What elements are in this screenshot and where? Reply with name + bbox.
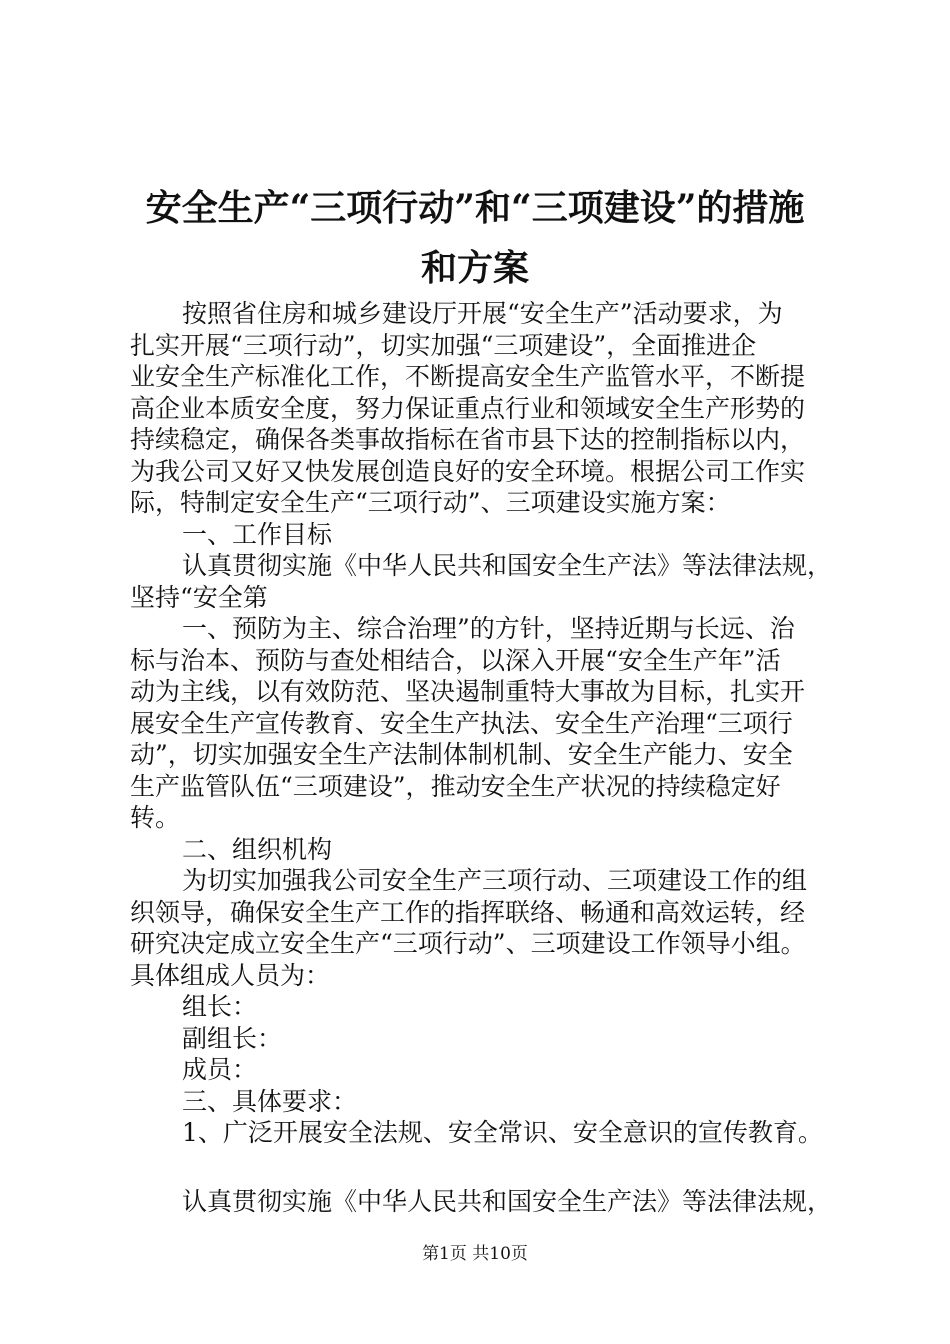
members-line: 成员： xyxy=(182,1055,258,1084)
body-line: 际，特制定安全生产“三项行动”、三项建设实施方案： xyxy=(130,488,731,517)
group-leader-line: 组长： xyxy=(182,992,258,1021)
deputy-leader-line: 副组长： xyxy=(182,1023,283,1053)
body-line: 动为主线，以有效防范、坚决遏制重特大事故为目标，扎实开 xyxy=(130,677,806,706)
body-line: 按照省住房和城乡建设厅开展“安全生产”活动要求，为 xyxy=(182,299,783,328)
section-heading-2: 二、组织机构 xyxy=(182,834,333,864)
document-title-line-1: 安全生产“三项行动”和“三项建设”的措施 xyxy=(145,187,805,229)
body-line: 为切实加强我公司安全生产三项行动、三项建设工作的组 xyxy=(182,866,808,895)
body-line: 为我公司又好又快发展创造良好的安全环境。根据公司工作实 xyxy=(130,456,806,486)
body-line: 转。 xyxy=(130,803,181,832)
body-line: 业安全生产标准化工作，不断提高安全生产监管水平，不断提 xyxy=(130,362,806,391)
body-line: 一、预防为主、综合治理”的方针，坚持近期与长远、治 xyxy=(182,614,795,643)
body-line: 持续稳定，确保各类事故指标在省市县下达的控制指标以内， xyxy=(130,425,806,454)
body-line: 生产监管队伍“三项建设”，推动安全生产状况的持续稳定好 xyxy=(130,771,781,801)
body-line: 坚持“安全第 xyxy=(130,582,268,612)
requirement-item-1: 1、广泛开展安全法规、安全常识、安全意识的宣传教育。 xyxy=(182,1118,823,1147)
body-line: 标与治本、预防与查处相结合，以深入开展“安全生产年”活 xyxy=(130,645,781,675)
body-line: 具体组成人员为： xyxy=(130,960,331,990)
body-line: 研究决定成立安全生产“三项行动”、三项建设工作领导小组。 xyxy=(130,929,806,958)
document-title-line-2: 和方案 xyxy=(420,247,529,289)
body-line: 认真贯彻实施《中华人民共和国安全生产法》等法律法规， xyxy=(182,551,833,580)
body-line: 织领导，确保安全生产工作的指挥联络、畅通和高效运转，经 xyxy=(130,897,806,927)
body-line: 认真贯彻实施《中华人民共和国安全生产法》等法律法规， xyxy=(182,1186,833,1216)
section-heading-3: 三、具体要求： xyxy=(182,1086,358,1116)
body-line: 高企业本质安全度，努力保证重点行业和领域安全生产形势的 xyxy=(130,393,806,423)
document-body xyxy=(130,298,840,1217)
paragraph-gap xyxy=(130,1149,840,1186)
page-footer: 第1页 共10页 xyxy=(422,1244,528,1264)
section-heading-1: 一、工作目标 xyxy=(182,519,333,549)
body-line: 展安全生产宣传教育、安全生产执法、安全生产治理“三项行 xyxy=(130,708,793,738)
body-line: 扎实开展“三项行动”，切实加强“三项建设”，全面推进企 xyxy=(130,330,757,360)
body-line: 动”，切实加强安全生产法制体制机制、安全生产能力、安全 xyxy=(130,740,793,769)
